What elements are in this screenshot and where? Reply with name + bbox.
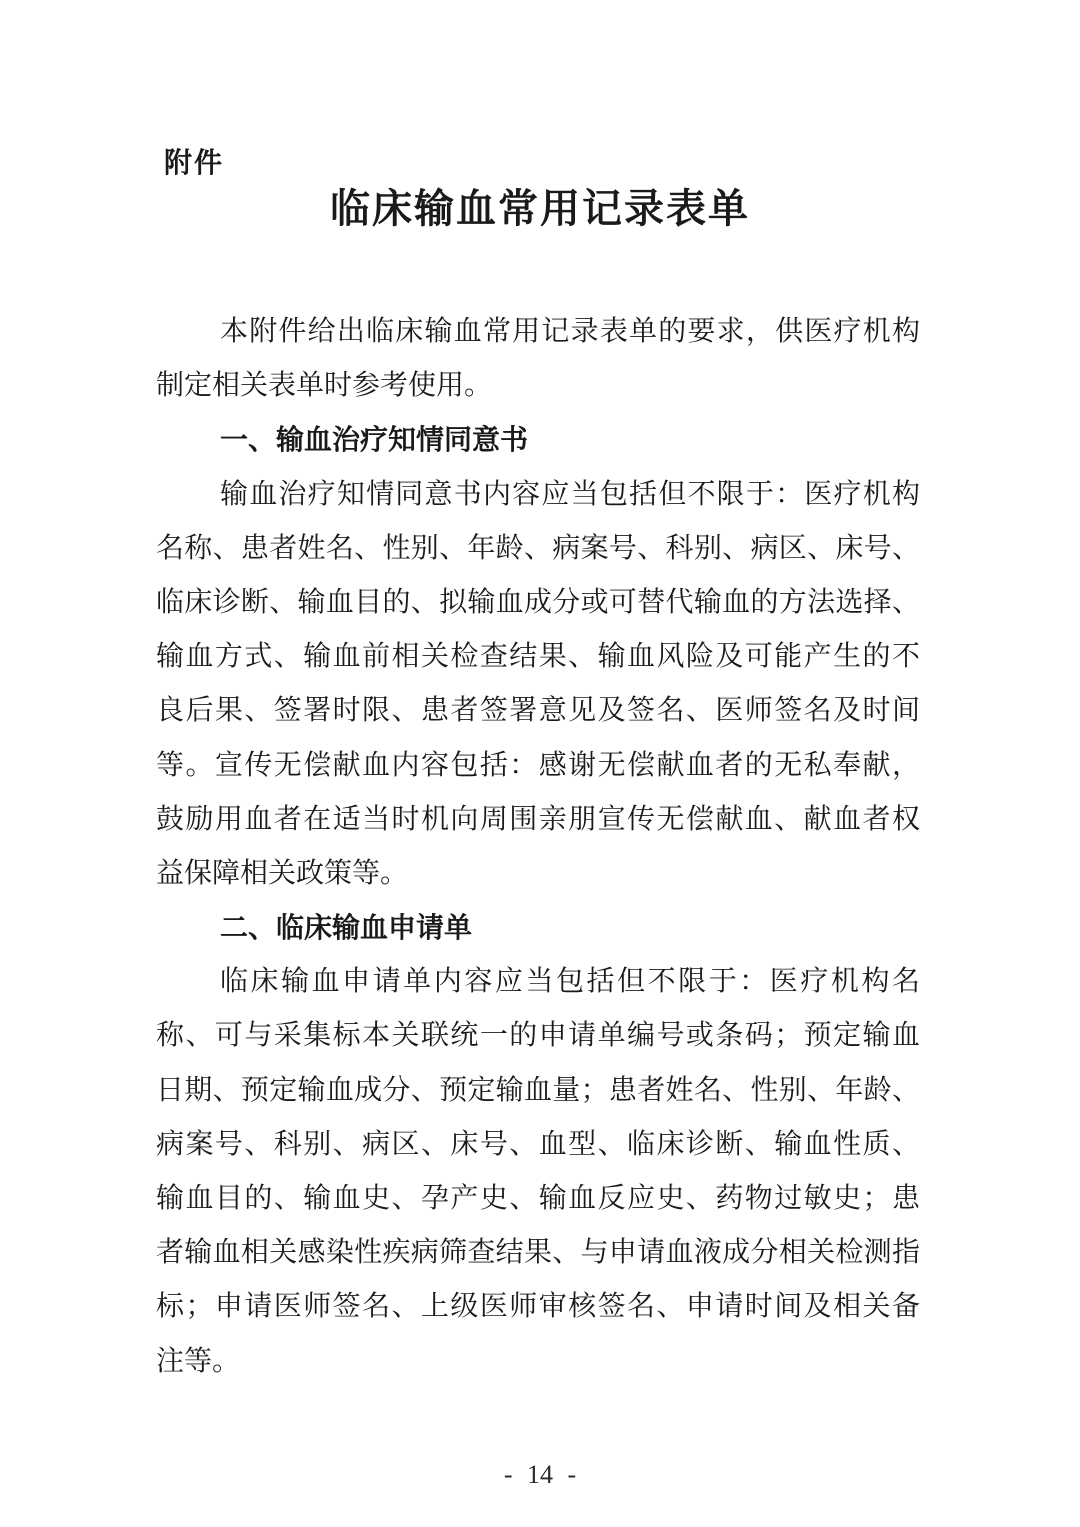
text-line: 临床输血申请单内容应当包括但不限于：医疗机构名 [220, 966, 920, 998]
attachment-label: 附件 [164, 147, 225, 178]
document-body [156, 305, 920, 1389]
text-line: 本附件给出临床输血常用记录表单的要求，供医疗机构 [220, 316, 920, 347]
text-line: 标；申请医师签名、上级医师审核签名、申请时间及相关备 [156, 1291, 920, 1323]
page-number: - 14 - [503, 1460, 577, 1489]
text-line: 输血目的、输血史、孕产史、输血反应史、药物过敏史；患 [156, 1183, 920, 1214]
text-line: 名称、患者姓名、性别、年龄、病案号、科别、病区、床号、 [156, 532, 920, 564]
page-footer [0, 1460, 1080, 1490]
text-line: 临床诊断、输血目的、拟输血成分或可替代输血的方法选择、 [156, 586, 920, 618]
text-line: 日期、预定输血成分、预定输血量；患者姓名、性别、年龄、 [156, 1074, 920, 1106]
text-line: 鼓励用血者在适当时机向周围亲朋宣传无偿献血、献血者权 [156, 803, 920, 835]
text-line: 输血方式、输血前相关检查结果、输血风险及可能产生的不 [156, 641, 920, 673]
page-title: 临床输血常用记录表单 [330, 186, 750, 231]
text-line: 称、可与采集标本关联统一的申请单编号或条码；预定输血 [156, 1020, 920, 1052]
text-line: 注等。 [156, 1345, 241, 1377]
section-heading-1: 一、输血治疗知情同意书 [220, 424, 529, 456]
text-line: 益保障相关政策等。 [156, 857, 409, 889]
section-heading-2: 二、临床输血申请单 [220, 912, 473, 944]
text-line: 病案号、科别、病区、床号、血型、临床诊断、输血性质、 [156, 1128, 920, 1160]
text-line: 输血治疗知情同意书内容应当包括但不限于：医疗机构 [220, 478, 920, 510]
text-line: 制定相关表单时参考使用。 [156, 370, 493, 402]
text-line: 者输血相关感染性疾病筛查结果、与申请血液成分相关检测指 [156, 1237, 920, 1269]
text-line: 良后果、签署时限、患者签署意见及签名、医师签名及时间 [156, 695, 920, 727]
text-line: 等。宣传无偿献血内容包括：感谢无偿献血者的无私奉献， [156, 749, 920, 781]
